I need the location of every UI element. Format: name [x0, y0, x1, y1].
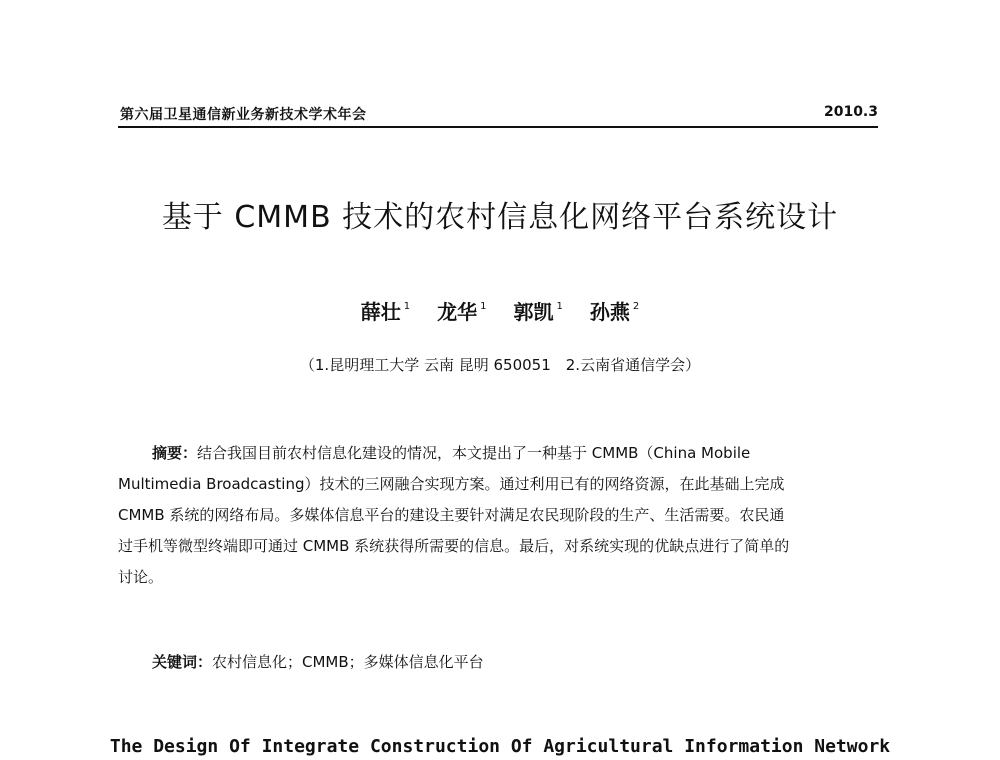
- author: [513, 296, 562, 325]
- author: [590, 296, 639, 325]
- running-header: [118, 100, 878, 128]
- author-name: 郭凯: [513, 300, 554, 324]
- keywords-label: 关键词：: [152, 653, 213, 671]
- author-affil-mark: 2: [632, 301, 640, 312]
- author-list: [0, 296, 1000, 325]
- author-name: 龙华: [437, 300, 478, 324]
- author-affil-mark: 1: [480, 301, 487, 312]
- affiliations: （1.昆明理工大学 云南 昆明 650051 2.云南省通信学会）: [299, 356, 701, 374]
- author-name: 薛壮: [360, 300, 401, 324]
- keywords: [152, 651, 484, 672]
- abstract-text: 结合我国目前农村信息化建设的情况，本文提出了一种基于 CMMB（China Mobile: [197, 444, 751, 462]
- abstract-line: [118, 438, 878, 469]
- abstract-line: 过手机等微型终端即可通过 CMMB 系统获得所需要的信息。最后，对系统实现的优缺点进行了简单的: [118, 537, 790, 555]
- keywords-text: 农村信息化；CMMB；多媒体信息化平台: [212, 653, 484, 671]
- abstract-line: 讨论。: [118, 568, 164, 586]
- author: [437, 296, 486, 325]
- author-affil-mark: 1: [403, 301, 411, 312]
- paper-title: 基于 CMMB 技术的农村信息化网络平台系统设计: [161, 200, 839, 235]
- author-name: 孙燕: [589, 300, 630, 324]
- author-affil-mark: 1: [556, 301, 563, 312]
- author: [361, 296, 410, 325]
- issue-date: 2010.3: [823, 104, 878, 120]
- abstract-line: Multimedia Broadcasting）技术的三网融合实现方案。通过利用已有的网络资源，在此基础上完成: [118, 475, 785, 493]
- abstract-label: 摘要：: [152, 444, 198, 462]
- abstract: [118, 438, 878, 593]
- conference-name: 第六届卫星通信新业务新技术学术年会: [120, 107, 367, 123]
- abstract-line: CMMB 系统的网络布局。多媒体信息平台的建设主要针对满足农民现阶段的生产、生活需要。农民通: [118, 506, 785, 524]
- english-title: The Design Of Integrate Construction Of Agricultural Information Network: [109, 736, 891, 757]
